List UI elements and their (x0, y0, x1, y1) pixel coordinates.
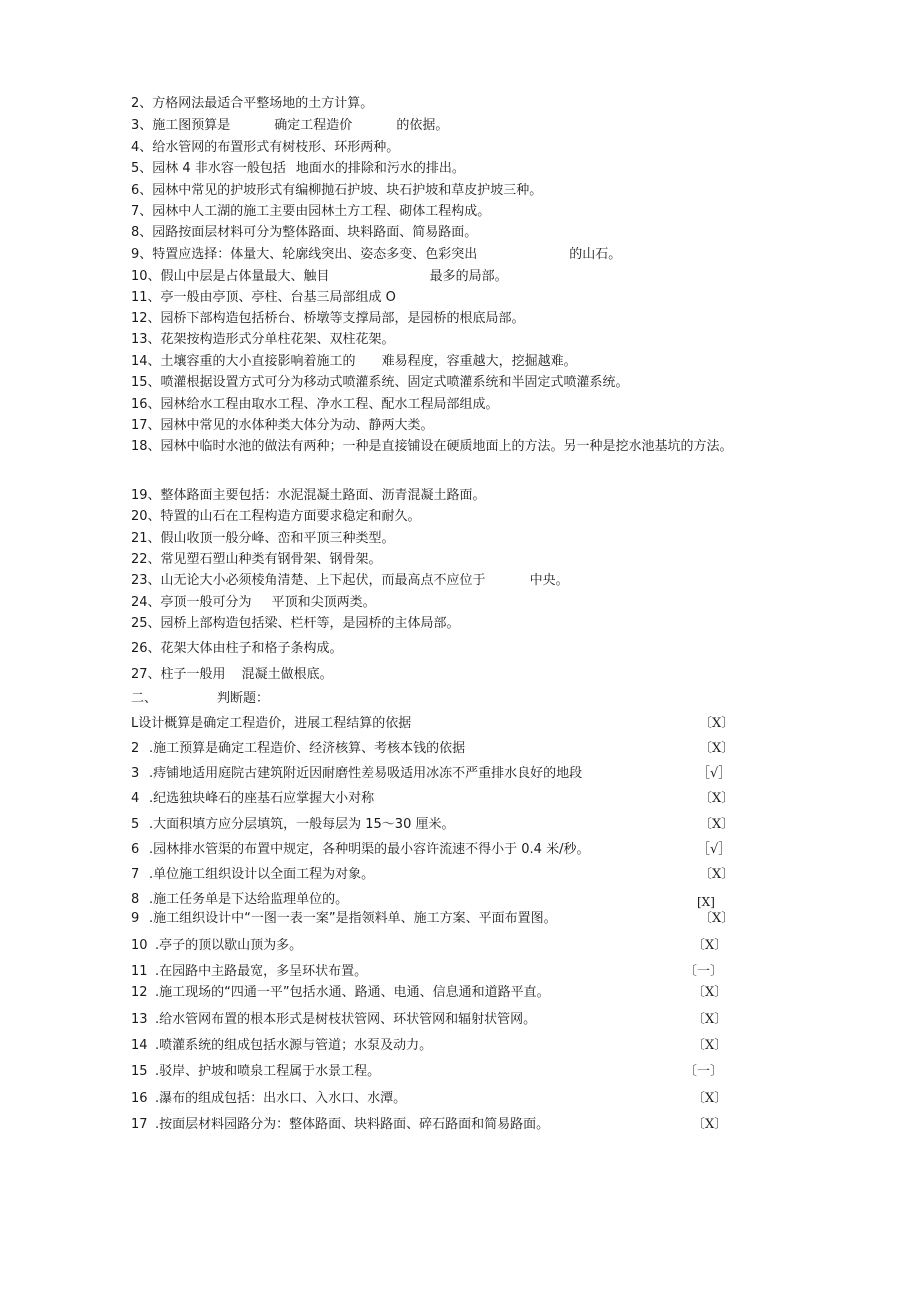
judge-item: 5 .大面积填方应分层填筑，一般每层为 15～30 厘米。 (131, 817, 455, 832)
fill-item: 20、特置的山石在工程构造方面要求稳定和耐久。 (131, 509, 421, 524)
answer-mark: 〔X〕 (699, 911, 735, 926)
answer-mark: 〔X〕 (692, 1012, 728, 1027)
judge-item: 17 .按面层材料园路分为：整体路面、块料路面、碎石路面和简易路面。 (131, 1117, 550, 1132)
judge-item: 10 .亭子的顶以歇山顶为多。 (131, 938, 303, 953)
answer-mark: ［√］ (697, 766, 732, 781)
answer-mark: [X] (697, 895, 715, 909)
fill-item: 24、亭顶一般可分为 平顶和尖顶两类。 (131, 595, 376, 610)
fill-item: 16、园林给水工程由取水工程、净水工程、配水工程局部组成。 (131, 397, 499, 412)
fill-item: 25、园桥上部构造包括梁、栏杆等，是园桥的主体局部。 (131, 616, 460, 631)
answer-mark: 〔一〕 (684, 1064, 724, 1079)
fill-item: 5、园林 4 非水容一般包括 地面水的排除和污水的排出。 (131, 161, 465, 176)
judge-item: 14 .喷灌系统的组成包括水源与管道；水泵及动力。 (131, 1038, 433, 1053)
fill-item: 8、园路按面层材料可分为整体路面、块料路面、简易路面。 (131, 225, 478, 240)
answer-mark: 〔X〕 (699, 867, 735, 882)
judge-item: 15 .驳岸、护坡和喷泉工程属于水景工程。 (131, 1064, 381, 1079)
judge-item: 6 .园林排水管渠的布置中规定，各种明渠的最小容许流速不得小于 0.4 米/秒。 (131, 842, 590, 857)
judge-item: 12 .施工现场的“四通一平”包括水通、路通、电通、信息通和道路平直。 (131, 985, 550, 1000)
fill-item: 9、特置应选择：体量大、轮廓线突出、姿态多变、色彩突出 的山石。 (131, 247, 622, 262)
fill-item: 2、方格网法最适合平整场地的土方计算。 (131, 96, 374, 111)
fill-item: 21、假山收顶一般分峰、峦和平顶三种类型。 (131, 531, 395, 546)
answer-mark: 〔一〕 (684, 964, 724, 979)
fill-item: 14、土壤容重的大小直接影响着施工的 难易程度，容重越大，挖掘越难。 (131, 354, 577, 369)
judge-item: 9 .施工组织设计中“一图一表一案”是指领料单、施工方案、平面布置图。 (131, 911, 557, 926)
answer-mark: 〔X〕 (692, 938, 728, 953)
fill-item: 3、施工图预算是 确定工程造价 的依据。 (131, 118, 449, 133)
fill-item: 23、山无论大小必须棱角清楚、上下起伏，而最高点不应位于 中央。 (131, 573, 569, 588)
answer-mark: ［√］ (697, 842, 732, 857)
fill-item: 15、喷灌根据设置方式可分为移动式喷灌系统、固定式喷灌系统和半固定式喷灌系统。 (131, 375, 629, 390)
judge-item: 4 .纪选独块峰石的座基石应掌握大小对称 (131, 791, 375, 806)
fill-item: 12、园桥下部构造包括桥台、桥墩等支撑局部，是园桥的根底局部。 (131, 311, 525, 326)
fill-item: 26、花架大体由柱子和格子条构成。 (131, 641, 343, 656)
judge-item: L设计概算是确定工程造价，进展工程结算的依据 (131, 716, 412, 731)
judge-item: 2 .施工预算是确定工程造价、经济核算、考核本钱的依据 (131, 741, 466, 756)
fill-item: 13、花架按构造形式分单柱花架、双柱花架。 (131, 332, 395, 347)
judge-item: 13 .给水管网布置的根本形式是树枝状管网、环状管网和辐射状管网。 (131, 1012, 537, 1027)
section-heading: 二、 判断题： (131, 691, 270, 706)
judge-item: 11 .在园路中主路最宽，多呈环状布置。 (131, 964, 368, 979)
judge-item: 8 .施工任务单是下达给监理单位的。 (131, 892, 349, 907)
answer-mark: 〔X〕 (699, 716, 735, 731)
answer-mark: 〔X〕 (692, 1117, 728, 1132)
fill-item: 7、园林中人工湖的施工主要由园林土方工程、砌体工程构成。 (131, 204, 491, 219)
answer-mark: 〔X〕 (692, 1091, 728, 1106)
fill-item: 22、常见塑石塑山种类有钢骨架、钢骨架。 (131, 552, 382, 567)
fill-item: 19、整体路面主要包括：水泥混凝土路面、沥青混凝土路面。 (131, 488, 486, 503)
judge-item: 16 .瀑布的组成包括：出水口、入水口、水潭。 (131, 1091, 407, 1106)
fill-item: 4、给水管网的布置形式有树枝形、环形两种。 (131, 140, 400, 155)
answer-mark: 〔X〕 (692, 1038, 728, 1053)
answer-mark: 〔X〕 (699, 791, 735, 806)
fill-item: 17、园林中常见的水体种类大体分为动、静两大类。 (131, 418, 434, 433)
answer-mark: 〔X〕 (692, 985, 728, 1000)
fill-item: 6、园林中常见的护坡形式有编柳抛石护坡、块石护坡和草皮护坡三种。 (131, 183, 543, 198)
answer-mark: 〔X〕 (699, 817, 735, 832)
fill-item: 10、假山中层是占体量最大、触目 最多的局部。 (131, 269, 508, 284)
judge-item: 3 .痔铺地适用庭院古建筑附近因耐磨性差易吸适用冰冻不严重排水良好的地段 (131, 766, 583, 781)
fill-item: 11、亭一般由亭顶、亭柱、台基三局部组成 O (131, 290, 396, 305)
judge-item: 7 .单位施工组织设计以全面工程为对象。 (131, 867, 375, 882)
fill-item: 27、柱子一般用 混凝土做根底。 (131, 667, 333, 682)
fill-item: 18、园林中临时水池的做法有两种；一种是直接铺设在硬质地面上的方法。另一种是挖水池基坑的方法。 (131, 439, 733, 454)
answer-mark: 〔X〕 (699, 741, 735, 756)
